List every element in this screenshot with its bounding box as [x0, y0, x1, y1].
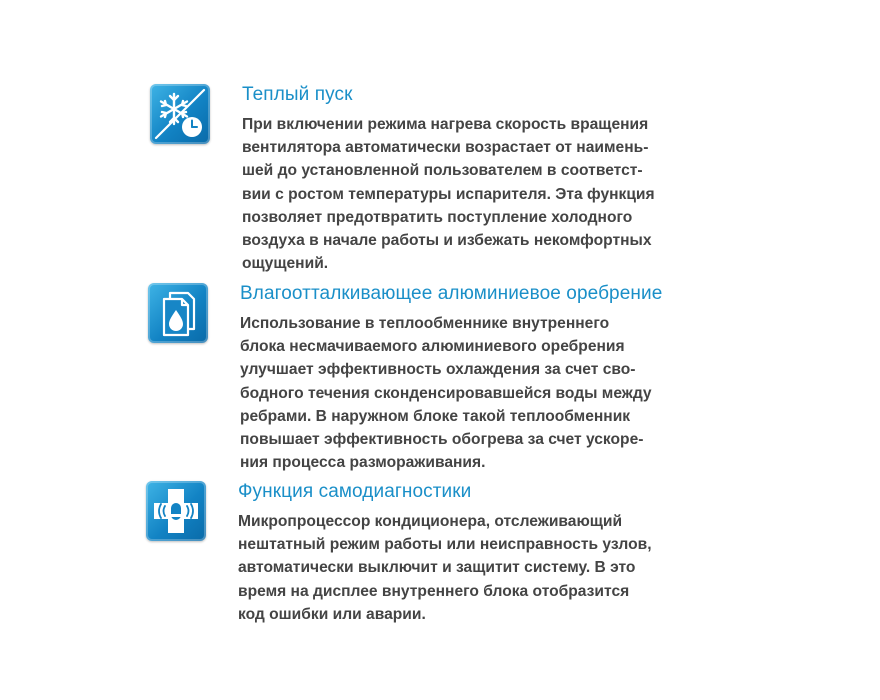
feature-title: Влагоотталкивающее алюминиевое оребрение — [240, 283, 663, 304]
snowflake-clock-icon — [150, 84, 210, 144]
feature-description: При включении режима нагрева скорость вращения вентилятора автоматически возрастает от наимень- шей до установленной пользователем в соответст- вии с ростом температуры испарителя. Эта функция позволяет предотвратить поступление холодного воздуха в начале работы и избежать некомфортных ощущений. — [242, 116, 655, 273]
feature-description: Использование в теплообменнике внутреннего блока несмачиваемого алюминиевого оребрения улучшает эффективность охлаждения за счет сво- бодного течения сконденсировавшейся воды между ребрами. В наружном блоке такой теплообменник повышает эффективность обогрева за счет ускоре- ния процесса размораживания. — [240, 315, 652, 472]
feature-description: Микропроцессор кондиционера, отслеживающий нештатный режим работы или неисправность узлов, автоматически выключит и защитит систему. В это время на дисплее внутреннего блока отобразится код ошибки или аварии. — [238, 513, 652, 623]
feature-title: Теплый пуск — [242, 84, 353, 105]
diagnostic-cross-icon — [146, 481, 206, 541]
feature-title: Функция самодиагностики — [238, 481, 472, 502]
water-drop-fins-icon — [148, 283, 208, 343]
